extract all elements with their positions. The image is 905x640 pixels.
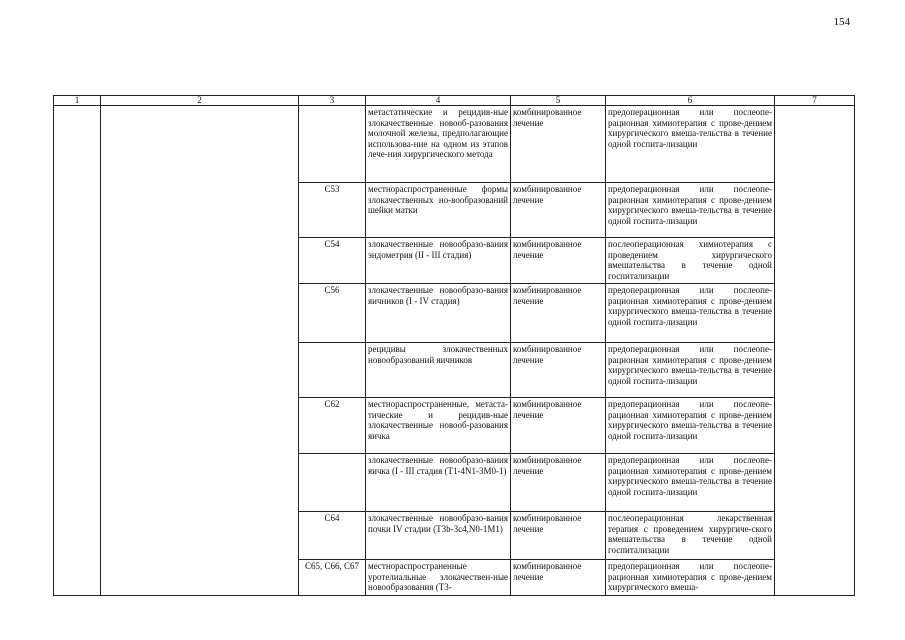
treatment-method-cell: предоперационная или послеопе-рационная химиотерапия с прове-дением хирургического вмеша-тельства в течение одной госпита-лизации xyxy=(606,284,775,343)
column-number-row xyxy=(54,96,855,106)
icd-code-cell: C65, C66, C67 xyxy=(299,560,366,596)
column-header: 5 xyxy=(511,96,606,106)
treatment-type-cell: комбинированное лечение xyxy=(511,560,606,596)
treatment-method-cell: послеоперационная химиотерапия с проведением хирургического вмешательства в течение одной госпитализации xyxy=(606,238,775,284)
treatment-method-cell: предоперационная или послеопе-рационная химиотерапия с прове-дением хирургического вмеша-тельства в течение одной госпита-лизации xyxy=(606,398,775,454)
icd-code-cell xyxy=(299,454,366,512)
treatment-type-cell: комбинированное лечение xyxy=(511,284,606,343)
treatment-method-cell: предоперационная или послеопе-рационная химиотерапия с прове-дением хирургического вмеша- xyxy=(606,560,775,596)
treatment-table xyxy=(53,95,855,596)
treatment-type-cell: комбинированное лечение xyxy=(511,183,606,238)
treatment-method-cell: предоперационная или послеопе-рационная химиотерапия с прове-дением хирургического вмеша-тельства в течение одной госпита-лизации xyxy=(606,183,775,238)
treatment-type-cell: комбинированное лечение xyxy=(511,238,606,284)
table-row xyxy=(54,106,855,183)
diagnosis-cell: метастатические и рецидив-ные злокачественные новооб-разования молочной железы, предполагающие использова-ние на одном из этапов лече-ния хирургического метода xyxy=(366,106,511,183)
icd-code-cell: C64 xyxy=(299,512,366,560)
icd-code-cell: C54 xyxy=(299,238,366,284)
icd-code-cell xyxy=(299,106,366,183)
icd-code-cell: C53 xyxy=(299,183,366,238)
treatment-method-cell: предоперационная или послеопе-рационная химиотерапия с прове-дением хирургического вмеша-тельства в течение одной госпита-лизации xyxy=(606,454,775,512)
empty-cell-col2 xyxy=(101,106,299,596)
diagnosis-cell: злокачественные новообразо-вания эндометрия (II - III стадия) xyxy=(366,238,511,284)
column-header: 6 xyxy=(606,96,775,106)
diagnosis-cell: злокачественные новообразо-вания яичников (I - IV стадия) xyxy=(366,284,511,343)
diagnosis-cell: местнораспространенные формы злокачественных но-вообразований шейки матки xyxy=(366,183,511,238)
treatment-type-cell: комбинированное лечение xyxy=(511,343,606,398)
treatment-type-cell: комбинированное лечение xyxy=(511,106,606,183)
page-number: 154 xyxy=(833,16,850,28)
diagnosis-cell: рецидивы злокачественных новообразований яичников xyxy=(366,343,511,398)
diagnosis-cell: злокачественные новообразо-вания почки IV стадии (T3b-3c4,N0-1M1) xyxy=(366,512,511,560)
column-header: 2 xyxy=(101,96,299,106)
diagnosis-cell: местнораспространенные уротелиальные злокачествен-ные новообразования (T3- xyxy=(366,560,511,596)
treatment-method-cell: послеоперационная лекарственная терапия с проведением хирургиче-ского вмешательства в течение одной госпитализации xyxy=(606,512,775,560)
treatment-method-cell: предоперационная или послеопе-рационная химиотерапия с прове-дением хирургического вмеша-тельства в течение одной госпита-лизации xyxy=(606,343,775,398)
treatment-type-cell: комбинированное лечение xyxy=(511,398,606,454)
treatment-type-cell: комбинированное лечение xyxy=(511,512,606,560)
treatment-type-cell: комбинированное лечение xyxy=(511,454,606,512)
icd-code-cell: C62 xyxy=(299,398,366,454)
empty-cell-col7 xyxy=(775,106,855,596)
empty-cell-col1 xyxy=(54,106,101,596)
column-header: 3 xyxy=(299,96,366,106)
column-header: 4 xyxy=(366,96,511,106)
column-header: 7 xyxy=(775,96,855,106)
diagnosis-cell: местнораспространенные, метаста-тические и рецидив-ные злокачественные новооб-разования яичка xyxy=(366,398,511,454)
diagnosis-cell: злокачественные новообразо-вания яичка (I - III стадия (T1-4N1-3M0-1) xyxy=(366,454,511,512)
icd-code-cell: C56 xyxy=(299,284,366,343)
icd-code-cell xyxy=(299,343,366,398)
treatment-method-cell: предоперационная или послеопе-рационная химиотерапия с прове-дением хирургического вмеша-тельства в течение одной госпита-лизации xyxy=(606,106,775,183)
column-header: 1 xyxy=(54,96,101,106)
